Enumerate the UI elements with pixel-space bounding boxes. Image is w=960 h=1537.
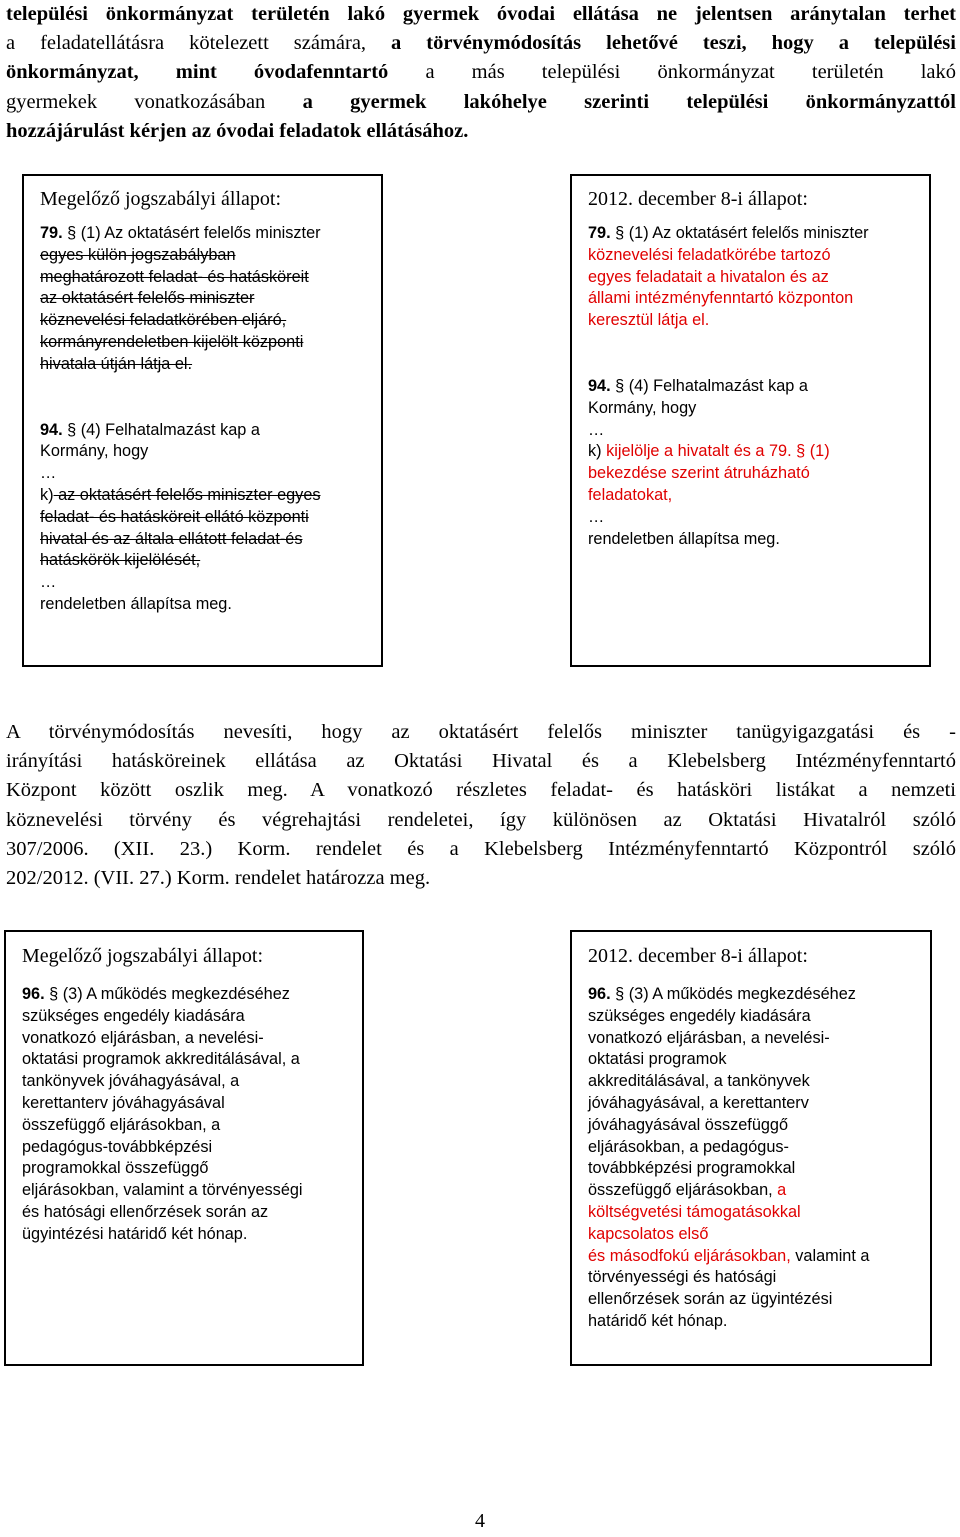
compare2-previous-box xyxy=(4,930,364,1366)
compare1-current-header: 2012. december 8-i állapot: xyxy=(588,188,808,210)
intro-line-4: gyermekek vonatkozásában a gyermek lakóhelye szerinti települési önkormányzattól xyxy=(6,90,956,113)
compare2-current-header: 2012. december 8-i állapot: xyxy=(588,945,808,967)
intro-line-2: a feladatellátásra kötelezett számára, a törvénymódosítás lehetővé teszi, hogy a települési xyxy=(6,32,956,55)
compare1-previous-s79: 79. § (1) Az oktatásért felelős miniszter egyes külön jogszabályban meghatározott feladat- és hatásköreit az oktatásért felelős miniszter köznevelési feladatkörében eljáró, kormányrendeletben kijelölt központi hivatala útján látja el. xyxy=(40,224,321,373)
compare2-previous-s96: 96. § (3) A működés megkezdéséhez szükséges engedély kiadására vonatkozó eljárásban, a nevelési- oktatási programok akkreditálásával, a tankönyvek jóváhagyásával, a kerettanterv jóváhagyásával összefüggő eljárásokban, a pedagógus-továbbképzési programokkal összefüggő eljárásokban, valamint a törvényességi és hatósági ellenőrzések során az ügyintézési határidő két hónap. xyxy=(22,985,303,1243)
intro-line-1: települési önkormányzat területén lakó gyermek óvodai ellátása ne jelentsen aránytalan terhet xyxy=(6,3,956,25)
intro-paragraph xyxy=(6,0,956,146)
compare2-current-s96: 96. § (3) A működés megkezdéséhez szükséges engedély kiadására vonatkozó eljárásban, a nevelési- oktatási programok akkreditálásával, a tankönyvek jóváhagyásával, a kerettanterv jóváhagyásával összefüggő eljárásokban, a pedagógus- továbbképzési programokkal összefüggő eljárásokban, a költségvetési támogatásokkal kapcsolatos első és másodfokú eljárásokban, valamint a törvényességi és hatósági ellenőrzések során az ügyintézési határidő két hónap. xyxy=(588,985,870,1330)
compare1-previous-box xyxy=(22,174,383,667)
page-number: 4 xyxy=(475,1510,485,1532)
compare1-current-s94: 94. § (4) Felhatalmazást kap a Kormány, hogy … k) kijelölje a hivatalt és a 79. § (1) bekezdése szerint átruházható feladatokat, … rendeletben állapítsa meg. xyxy=(588,376,830,548)
explanation-paragraph: A törvénymódosítás nevesíti, hogy az oktatásért felelős miniszter tanügyigazgatási és - irányítási hatásköreinek ellátása az Oktatási Hivatal és a Klebelsberg Intézményfenntartó Központ között oszlik meg. A vonatkozó részletes feladat- és hatásköri listákat a nemzeti köznevelési törvény és végrehajtási rendeletei, így különösen az Oktatási Hivatalról szóló 307/2006. (XII. 23.) Korm. rendelet és a Klebelsberg Intézményfenntartó Központról szóló 202/2012. (VII. 27.) Korm. rendelet határozza meg. xyxy=(6,721,956,890)
intro-line-5: hozzájárulást kérjen az óvodai feladatok ellátásához. xyxy=(6,119,469,142)
compare2-previous-header: Megelőző jogszabályi állapot: xyxy=(22,945,264,967)
compare1-previous-s94: 94. § (4) Felhatalmazást kap a Kormány, hogy … k) az oktatásért felelős miniszter egyes feladat- és hatásköreit ellátó központi hivatal és az általa ellátott feladat-és hatáskörök kijelölését, … rendeletben állapítsa meg. xyxy=(40,420,321,613)
compare1-previous-header: Megelőző jogszabályi állapot: xyxy=(40,188,282,210)
compare1-current-s79: 79. § (1) Az oktatásért felelős miniszter köznevelési feladatkörébe tartozó egyes feladatait a hivatalon és az állami intézményfenntartó központon keresztül látja el. xyxy=(588,224,869,330)
intro-line-3: önkormányzat, mint óvodafenntartó a más települési önkormányzat területén lakó xyxy=(6,61,956,84)
compare2-current-box xyxy=(570,930,932,1366)
compare1-current-box xyxy=(570,174,931,667)
